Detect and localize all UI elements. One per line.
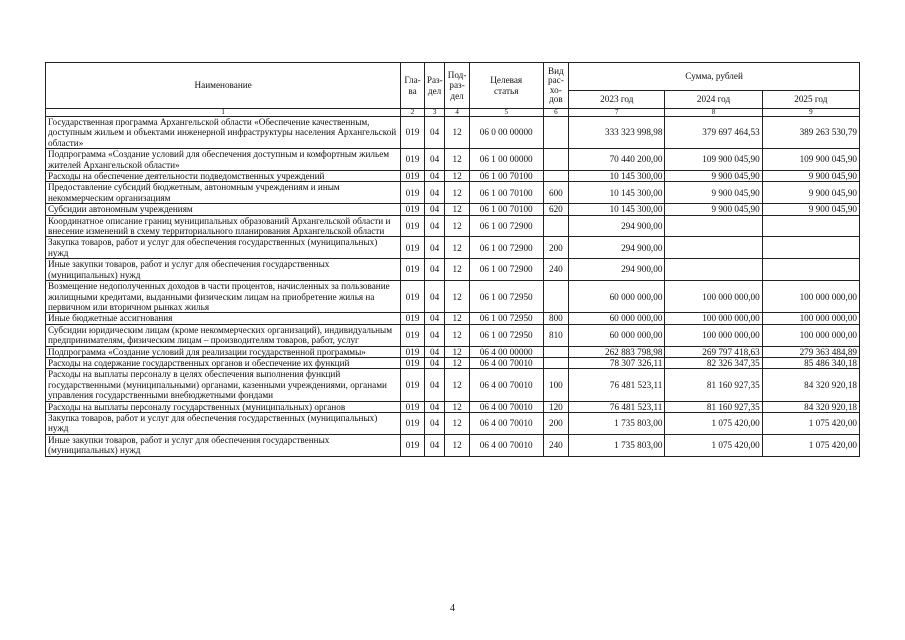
row-name: Субсидии автономным учреждениям	[46, 204, 401, 215]
row-chapter: 019	[401, 117, 425, 149]
column-number: 4	[445, 109, 470, 117]
row-expense-type	[543, 281, 569, 313]
row-sum-2025: 85 486 340,18	[762, 357, 859, 368]
table-row	[46, 171, 860, 182]
row-chapter: 019	[401, 357, 425, 368]
row-section: 04	[424, 215, 444, 237]
row-target-article: 06 1 00 70100	[469, 204, 543, 215]
row-sum-2025: 100 000 000,00	[762, 324, 859, 346]
row-expense-type	[543, 357, 569, 368]
row-name: Закупка товаров, работ и услуг для обеспечения государственных (муниципальных) нужд	[46, 412, 401, 434]
row-chapter: 019	[401, 313, 425, 324]
row-sum-2025: 84 320 920,18	[762, 369, 859, 401]
table-row	[46, 117, 860, 149]
row-sum-2023: 60 000 000,00	[569, 324, 665, 346]
row-target-article: 06 4 00 70010	[469, 412, 543, 434]
table-row	[46, 369, 860, 401]
row-subsection: 12	[445, 412, 470, 434]
row-sum-2023: 60 000 000,00	[569, 313, 665, 324]
column-number: 3	[424, 109, 444, 117]
row-chapter: 019	[401, 182, 425, 204]
row-name: Возмещение недополученных доходов в части процентов, начисленных за пользование жилищными кредитами, выданными физическим лицам на приобретение жилья на первичном или вторичном рынках жилья	[46, 281, 401, 313]
row-subsection: 12	[445, 117, 470, 149]
row-sum-2024: 269 797 418,63	[665, 346, 762, 357]
row-name: Субсидии юридическим лицам (кроме некоммерческих организаций), индивидуальным предпринимателям, физическим лицам – производителям товаров, работ, услуг	[46, 324, 401, 346]
column-number: 1	[46, 109, 401, 117]
row-sum-2023: 333 323 998,98	[569, 117, 665, 149]
row-target-article: 06 1 00 70100	[469, 171, 543, 182]
table-row	[46, 401, 860, 412]
table-row	[46, 324, 860, 346]
table-row	[46, 204, 860, 215]
row-sum-2025: 9 900 045,90	[762, 182, 859, 204]
row-section: 04	[424, 149, 444, 171]
table-row	[46, 182, 860, 204]
row-expense-type: 120	[543, 401, 569, 412]
table-row	[46, 259, 860, 281]
row-subsection: 12	[445, 369, 470, 401]
table-row	[46, 357, 860, 368]
row-section: 04	[424, 357, 444, 368]
row-expense-type	[543, 117, 569, 149]
row-target-article: 06 1 00 00000	[469, 149, 543, 171]
row-subsection: 12	[445, 215, 470, 237]
row-expense-type	[543, 149, 569, 171]
row-sum-2025: 100 000 000,00	[762, 313, 859, 324]
header-target: Целевая статья	[469, 63, 543, 109]
row-chapter: 019	[401, 204, 425, 215]
page-number: 4	[450, 603, 455, 614]
row-expense-type: 200	[543, 412, 569, 434]
row-chapter: 019	[401, 369, 425, 401]
row-sum-2025: 109 900 045,90	[762, 149, 859, 171]
row-section: 04	[424, 412, 444, 434]
row-chapter: 019	[401, 401, 425, 412]
row-expense-type: 200	[543, 237, 569, 259]
table-row	[46, 434, 860, 456]
table-row	[46, 215, 860, 237]
header-chapter: Гла- ва	[401, 63, 425, 109]
row-subsection: 12	[445, 204, 470, 215]
row-sum-2025: 84 320 920,18	[762, 401, 859, 412]
row-subsection: 12	[445, 259, 470, 281]
row-section: 04	[424, 182, 444, 204]
row-sum-2025: 9 900 045,90	[762, 204, 859, 215]
row-target-article: 06 4 00 00000	[469, 346, 543, 357]
row-subsection: 12	[445, 324, 470, 346]
column-number: 9	[762, 109, 859, 117]
row-subsection: 12	[445, 237, 470, 259]
row-sum-2024: 82 326 347,35	[665, 357, 762, 368]
row-chapter: 019	[401, 237, 425, 259]
row-target-article: 06 1 00 70100	[469, 182, 543, 204]
row-sum-2025: 1 075 420,00	[762, 412, 859, 434]
row-section: 04	[424, 434, 444, 456]
row-sum-2023: 10 145 300,00	[569, 182, 665, 204]
row-sum-2025: 279 363 484,89	[762, 346, 859, 357]
row-name: Подпрограмма «Создание условий для обеспечения доступным и комфортным жильем жителей Архангельской области»	[46, 149, 401, 171]
row-subsection: 12	[445, 313, 470, 324]
row-chapter: 019	[401, 412, 425, 434]
row-name: Координатное описание границ муниципальных образований Архангельской области и внесение изменений в схему территориального планирования Архангельской области	[46, 215, 401, 237]
row-target-article: 06 4 00 70010	[469, 369, 543, 401]
row-target-article: 06 4 00 70010	[469, 434, 543, 456]
row-expense-type: 810	[543, 324, 569, 346]
row-sum-2024: 100 000 000,00	[665, 324, 762, 346]
row-name: Расходы на обеспечение деятельности подведомственных учреждений	[46, 171, 401, 182]
row-section: 04	[424, 346, 444, 357]
row-subsection: 12	[445, 357, 470, 368]
header-sum: Сумма, рублей	[569, 63, 860, 91]
row-sum-2024	[665, 259, 762, 281]
row-sum-2025	[762, 237, 859, 259]
row-sum-2023: 60 000 000,00	[569, 281, 665, 313]
row-chapter: 019	[401, 259, 425, 281]
budget-table	[45, 62, 860, 457]
row-subsection: 12	[445, 182, 470, 204]
table-row	[46, 149, 860, 171]
row-sum-2025	[762, 259, 859, 281]
row-target-article: 06 1 00 72950	[469, 324, 543, 346]
row-sum-2024	[665, 237, 762, 259]
row-sum-2024: 9 900 045,90	[665, 204, 762, 215]
row-sum-2023: 294 900,00	[569, 259, 665, 281]
header-year-2023: 2023 год	[569, 91, 665, 109]
row-sum-2025: 100 000 000,00	[762, 281, 859, 313]
header-section: Раз- дел	[424, 63, 444, 109]
row-target-article: 06 1 00 72900	[469, 215, 543, 237]
row-sum-2023: 294 900,00	[569, 215, 665, 237]
row-name: Закупка товаров, работ и услуг для обеспечения государственных (муниципальных) нужд	[46, 237, 401, 259]
row-chapter: 019	[401, 324, 425, 346]
row-section: 04	[424, 281, 444, 313]
table-row	[46, 346, 860, 357]
row-subsection: 12	[445, 149, 470, 171]
row-expense-type: 600	[543, 182, 569, 204]
row-subsection: 12	[445, 171, 470, 182]
row-expense-type: 800	[543, 313, 569, 324]
row-sum-2023: 10 145 300,00	[569, 171, 665, 182]
row-name: Иные закупки товаров, работ и услуг для обеспечения государственных (муниципальных) нужд	[46, 259, 401, 281]
row-section: 04	[424, 171, 444, 182]
row-expense-type	[543, 346, 569, 357]
row-chapter: 019	[401, 434, 425, 456]
row-sum-2023: 78 307 326,11	[569, 357, 665, 368]
row-chapter: 019	[401, 281, 425, 313]
row-sum-2023: 294 900,00	[569, 237, 665, 259]
row-name: Государственная программа Архангельской области «Обеспечение качественным, доступным жильем и объектами инженерной инфраструктуры населения Архангельской области»	[46, 117, 401, 149]
row-sum-2024: 100 000 000,00	[665, 313, 762, 324]
table-row	[46, 237, 860, 259]
column-number: 6	[543, 109, 569, 117]
row-sum-2023: 76 481 523,11	[569, 369, 665, 401]
row-chapter: 019	[401, 149, 425, 171]
header-expense-type: Вид рас- хо- дов	[543, 63, 569, 109]
row-section: 04	[424, 237, 444, 259]
row-target-article: 06 1 00 72900	[469, 237, 543, 259]
row-target-article: 06 1 00 72950	[469, 281, 543, 313]
row-section: 04	[424, 313, 444, 324]
row-sum-2023: 10 145 300,00	[569, 204, 665, 215]
table-row	[46, 412, 860, 434]
row-expense-type: 240	[543, 434, 569, 456]
row-section: 04	[424, 259, 444, 281]
row-chapter: 019	[401, 346, 425, 357]
row-chapter: 019	[401, 171, 425, 182]
table-row	[46, 313, 860, 324]
row-name: Иные закупки товаров, работ и услуг для обеспечения государственных (муниципальных) нужд	[46, 434, 401, 456]
row-name: Расходы на выплаты персоналу в целях обеспечения выполнения функций государственными (муниципальными) органами, казенными учреждениями, органами управления государственными внебюджетными фондами	[46, 369, 401, 401]
row-sum-2024: 9 900 045,90	[665, 182, 762, 204]
row-subsection: 12	[445, 434, 470, 456]
row-sum-2024: 81 160 927,35	[665, 401, 762, 412]
row-section: 04	[424, 204, 444, 215]
column-number: 7	[569, 109, 665, 117]
row-expense-type: 620	[543, 204, 569, 215]
column-number: 2	[401, 109, 425, 117]
row-expense-type	[543, 171, 569, 182]
row-expense-type: 240	[543, 259, 569, 281]
row-section: 04	[424, 401, 444, 412]
row-target-article: 06 0 00 00000	[469, 117, 543, 149]
row-sum-2023: 76 481 523,11	[569, 401, 665, 412]
row-sum-2025: 9 900 045,90	[762, 171, 859, 182]
row-sum-2024: 1 075 420,00	[665, 434, 762, 456]
row-sum-2024: 1 075 420,00	[665, 412, 762, 434]
column-number: 8	[665, 109, 762, 117]
row-name: Расходы на выплаты персоналу государственных (муниципальных) органов	[46, 401, 401, 412]
row-name: Иные бюджетные ассигнования	[46, 313, 401, 324]
row-subsection: 12	[445, 346, 470, 357]
row-expense-type: 100	[543, 369, 569, 401]
row-name: Подпрограмма «Создание условий для реализации государственной программы»	[46, 346, 401, 357]
header-year-2025: 2025 год	[762, 91, 859, 109]
row-subsection: 12	[445, 401, 470, 412]
row-chapter: 019	[401, 215, 425, 237]
row-sum-2024	[665, 215, 762, 237]
row-sum-2023: 1 735 803,00	[569, 412, 665, 434]
column-number: 5	[469, 109, 543, 117]
row-sum-2023: 70 440 200,00	[569, 149, 665, 171]
header-year-2024: 2024 год	[665, 91, 762, 109]
row-sum-2024: 9 900 045,90	[665, 171, 762, 182]
row-sum-2023: 1 735 803,00	[569, 434, 665, 456]
column-number-row	[46, 109, 860, 117]
row-sum-2024: 100 000 000,00	[665, 281, 762, 313]
row-section: 04	[424, 117, 444, 149]
row-name: Расходы на содержание государственных органов и обеспечение их функций	[46, 357, 401, 368]
row-subsection: 12	[445, 281, 470, 313]
row-sum-2024: 379 697 464,53	[665, 117, 762, 149]
row-name: Предоставление субсидий бюджетным, автономным учреждениям и иным некоммерческим организациям	[46, 182, 401, 204]
row-target-article: 06 4 00 70010	[469, 401, 543, 412]
row-target-article: 06 4 00 70010	[469, 357, 543, 368]
table-row	[46, 281, 860, 313]
header-name: Наименование	[46, 63, 401, 109]
row-section: 04	[424, 369, 444, 401]
header-subsection: Под- раз- дел	[445, 63, 470, 109]
row-section: 04	[424, 324, 444, 346]
row-sum-2025	[762, 215, 859, 237]
row-sum-2025: 389 263 530,79	[762, 117, 859, 149]
row-sum-2024: 81 160 927,35	[665, 369, 762, 401]
row-sum-2025: 1 075 420,00	[762, 434, 859, 456]
row-expense-type	[543, 215, 569, 237]
row-sum-2024: 109 900 045,90	[665, 149, 762, 171]
row-target-article: 06 1 00 72900	[469, 259, 543, 281]
row-sum-2023: 262 883 798,98	[569, 346, 665, 357]
row-target-article: 06 1 00 72950	[469, 313, 543, 324]
